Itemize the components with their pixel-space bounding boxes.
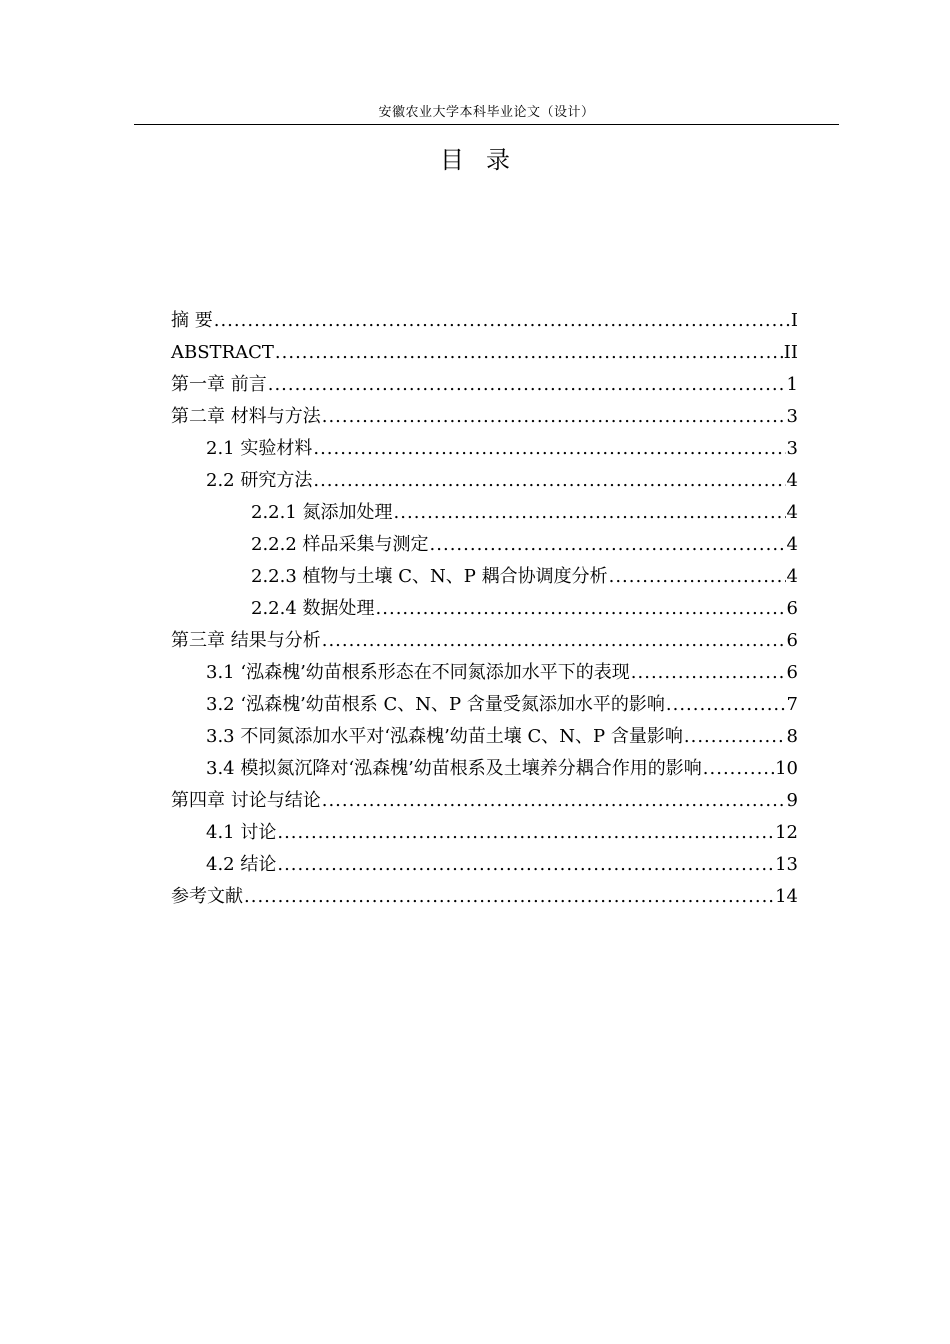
toc-entry[interactable] xyxy=(171,785,798,817)
toc-dot-leader xyxy=(214,305,790,337)
running-header: 安徽农业大学本科毕业论文（设计） xyxy=(378,105,595,120)
toc-dot-leader xyxy=(376,593,786,625)
toc-entry[interactable] xyxy=(251,529,798,561)
toc-entry-label: ABSTRACT xyxy=(171,342,274,363)
toc-dot-leader xyxy=(277,849,774,881)
toc-dot-leader xyxy=(277,817,774,849)
toc-entry[interactable] xyxy=(206,753,798,785)
toc-entry-label: 第四章 讨论与结论 xyxy=(171,790,321,811)
toc-dot-leader xyxy=(631,657,786,689)
toc-entry[interactable] xyxy=(171,305,798,337)
toc-entry[interactable] xyxy=(206,465,798,497)
toc-entry-label: 2.2.1 氮添加处理 xyxy=(251,502,393,523)
toc-entry-label: 3.1 ‘泓森槐’幼苗根系形态在不同氮添加水平下的表现 xyxy=(206,662,630,683)
toc-dot-leader xyxy=(666,689,786,721)
toc-entry-label: 2.2 研究方法 xyxy=(206,470,313,491)
toc-entry-page-number: II xyxy=(783,342,798,363)
toc-entry-label: 2.1 实验材料 xyxy=(206,438,313,459)
toc-entry-page-number: 10 xyxy=(775,758,798,779)
toc-entry-label: 4.1 讨论 xyxy=(206,822,277,843)
page-title: 目录 xyxy=(440,146,532,174)
toc-entry-page-number: 4 xyxy=(786,534,798,555)
toc-dot-leader xyxy=(322,625,786,657)
toc-entry[interactable] xyxy=(206,849,798,881)
toc-entry[interactable] xyxy=(206,721,798,753)
toc-entry[interactable] xyxy=(171,881,798,913)
toc-entry[interactable] xyxy=(251,497,798,529)
toc-entry-label: 2.2.2 样品采集与测定 xyxy=(251,534,429,555)
toc-entry-page-number: 3 xyxy=(786,438,798,459)
toc-entry-page-number: 6 xyxy=(786,630,798,651)
toc-entry-page-number: 9 xyxy=(786,790,798,811)
toc-entry-label: 3.4 模拟氮沉降对‘泓森槐’幼苗根系及土壤养分耦合作用的影响 xyxy=(206,758,702,779)
toc-entry-page-number: 3 xyxy=(786,406,798,427)
toc-entry-label: 2.2.4 数据处理 xyxy=(251,598,375,619)
toc-dot-leader xyxy=(244,881,774,913)
toc-entry-label: 摘 要 xyxy=(171,310,213,331)
toc-entry-page-number: 1 xyxy=(786,374,798,395)
toc-entry-page-number: 6 xyxy=(786,598,798,619)
toc-dot-leader xyxy=(275,337,783,369)
toc-entry-label: 3.2 ‘泓森槐’幼苗根系 C、N、P 含量受氮添加水平的影响 xyxy=(206,694,665,715)
toc-dot-leader xyxy=(322,785,786,817)
toc-entry-label: 第三章 结果与分析 xyxy=(171,630,321,651)
toc-dot-leader xyxy=(430,529,786,561)
toc-entry[interactable] xyxy=(206,689,798,721)
toc-entry[interactable] xyxy=(206,657,798,689)
toc-entry[interactable] xyxy=(171,369,798,401)
toc-entry[interactable] xyxy=(251,561,798,593)
toc-entry-page-number: I xyxy=(790,310,798,331)
toc-entry[interactable] xyxy=(206,433,798,465)
toc-entry-label: 第一章 前言 xyxy=(171,374,267,395)
toc-entry-label: 3.3 不同氮添加水平对‘泓森槐’幼苗土壤 C、N、P 含量影响 xyxy=(206,726,683,747)
toc-entry-page-number: 8 xyxy=(786,726,798,747)
toc-entry-label: 第二章 材料与方法 xyxy=(171,406,321,427)
toc-entry-page-number: 4 xyxy=(786,470,798,491)
toc-dot-leader xyxy=(313,433,785,465)
toc-dot-leader xyxy=(684,721,786,753)
toc-entry[interactable] xyxy=(251,593,798,625)
toc-entry-page-number: 12 xyxy=(775,822,798,843)
toc-dot-leader xyxy=(322,401,786,433)
toc-entry-page-number: 7 xyxy=(786,694,798,715)
toc-entry[interactable] xyxy=(171,401,798,433)
toc-entry-page-number: 4 xyxy=(786,502,798,523)
toc-entry[interactable] xyxy=(171,337,798,369)
toc-dot-leader xyxy=(313,465,785,497)
toc-entry[interactable] xyxy=(206,817,798,849)
toc-entry-page-number: 13 xyxy=(775,854,798,875)
toc-dot-leader xyxy=(268,369,786,401)
toc-dot-leader xyxy=(703,753,774,785)
toc-entry-page-number: 4 xyxy=(786,566,798,587)
header-rule xyxy=(134,124,839,125)
toc-entry[interactable] xyxy=(171,625,798,657)
toc-entry-page-number: 14 xyxy=(775,886,798,907)
toc-entry-label: 4.2 结论 xyxy=(206,854,277,875)
toc-dot-leader xyxy=(394,497,786,529)
toc-entry-page-number: 6 xyxy=(786,662,798,683)
toc-entry-label: 参考文献 xyxy=(171,886,243,907)
toc-dot-leader xyxy=(609,561,786,593)
toc-entry-label: 2.2.3 植物与土壤 C、N、P 耦合协调度分析 xyxy=(251,566,608,587)
